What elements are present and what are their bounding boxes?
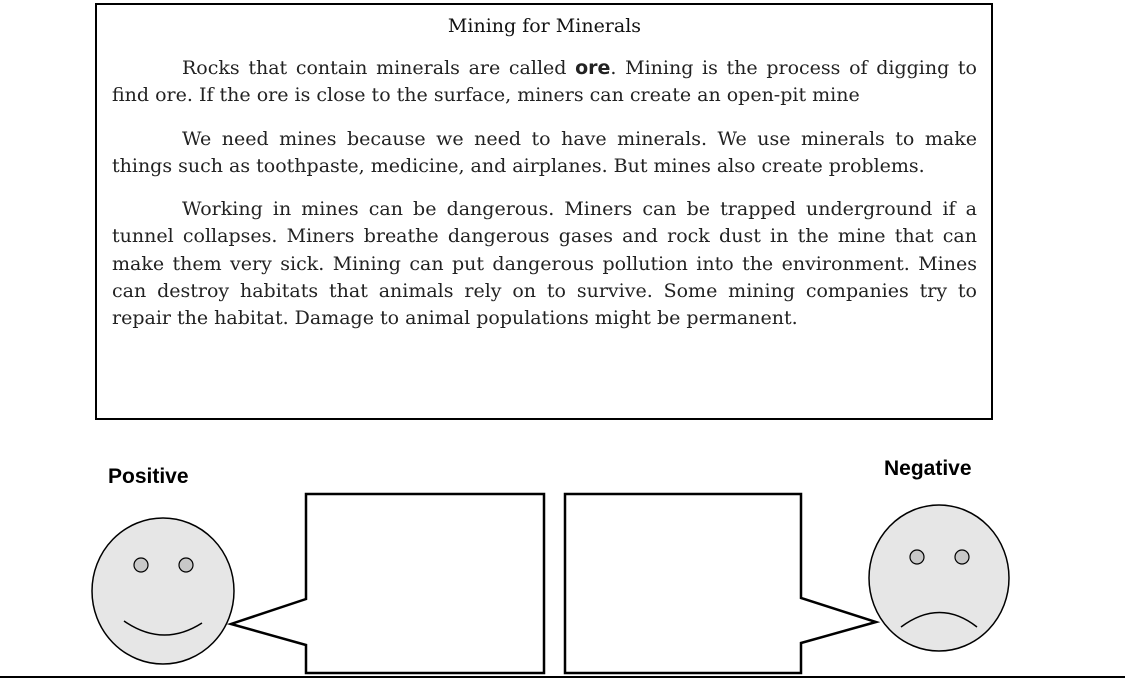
negative-speech-bubble[interactable] bbox=[565, 494, 876, 673]
negative-label: Negative bbox=[884, 457, 972, 480]
passage-title: Mining for Minerals bbox=[447, 15, 642, 37]
positive-speech-bubble[interactable] bbox=[231, 494, 544, 673]
frowning-face-icon bbox=[869, 505, 1009, 651]
bold-term-ore: ore bbox=[575, 57, 611, 79]
positive-label: Positive bbox=[108, 465, 189, 488]
paragraph-2: We need mines because we need to have minerals. We use minerals to make things such as toothpaste, medicine, and airplanes. But mines also create problems. bbox=[112, 127, 977, 177]
paragraph-1-text-start: Rocks that contain minerals are called bbox=[182, 57, 576, 79]
paragraph-3: Working in mines can be dangerous. Miners can be trapped underground if a tunnel collapses. Miners breathe dangerous gases and rock dust in the mine that can make them very sick. Mining can put dangerous pollution into the environment. Mines can destroy habitats that animals rely on to survive. Some mining companies try to repair the habitat. Damage to animal populations might be permanent. bbox=[112, 198, 977, 330]
paragraph-1-text-end: . Mining is the process of digging to find ore. If the ore is close to the surface, miners can create an open-pit mine bbox=[112, 57, 977, 107]
page-bottom-rule bbox=[0, 676, 1125, 678]
smiley-face-icon bbox=[92, 518, 234, 664]
